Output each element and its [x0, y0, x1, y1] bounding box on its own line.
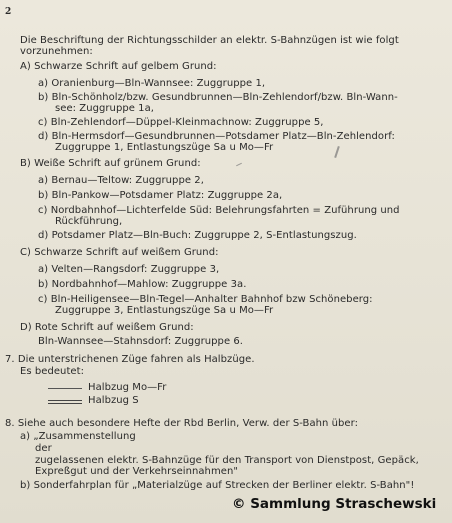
section-b-item: b) Bln-Pankow—Potsdamer Platz: Zuggruppe 2a, — [38, 190, 283, 201]
section-a-item-cont: Zuggruppe 1, Entlastungszüge Sa u Mo—Fr — [55, 142, 274, 153]
section-a-heading: A) Schwarze Schrift auf gelbem Grund: — [20, 61, 217, 72]
section-b-item: c) Nordbahnhof—Lichterfelde Süd: Belehrungsfahrten = Zuführung und — [38, 205, 400, 216]
single-underline-legend — [48, 388, 82, 389]
section-a-item-cont: see: Zuggruppe 1a, — [55, 103, 154, 114]
section-a-item: b) Bln-Schönholz/bzw. Gesundbrunnen—Bln-Zehlendorf/bzw. Bln-Wann- — [38, 92, 398, 103]
item-8-a-cont: zugelassenen elektr. S-Bahnzüge für den Transport von Dienstpost, Gepäck, — [35, 455, 419, 466]
copyright-watermark: © Sammlung Straschewski — [232, 496, 437, 512]
section-c-item: c) Bln-Heiligensee—Bln-Tegel—Anhalter Bahnhof bzw Schöneberg: — [38, 294, 373, 305]
page-number: 2 — [5, 7, 12, 17]
section-c-heading: C) Schwarze Schrift auf weißem Grund: — [20, 247, 219, 258]
section-b-item: d) Potsdamer Platz—Bln-Buch: Zuggruppe 2, S-Entlastungszug. — [38, 230, 357, 241]
item-8-a-cont: der — [35, 443, 52, 454]
section-a-item: d) Bln-Hermsdorf—Gesundbrunnen—Potsdamer Platz—Bln-Zehlendorf: — [38, 131, 395, 142]
section-b-item: a) Bernau—Teltow: Zuggruppe 2, — [38, 175, 204, 186]
section-c-item-cont: Zuggruppe 3, Entlastungszüge Sa u Mo—Fr — [55, 305, 274, 316]
intro-line-1: Die Beschriftung der Richtungsschilder an elektr. S-Bahnzügen ist wie folgt — [20, 35, 399, 46]
section-d-item: Bln-Wannsee—Stahnsdorf: Zuggruppe 6. — [38, 336, 244, 347]
pencil-mark — [334, 146, 340, 158]
item-7-sub: Es bedeutet: — [20, 366, 85, 377]
section-a-item: c) Bln-Zehlendorf—Düppel-Kleinmachnow: Zuggruppe 5, — [38, 117, 324, 128]
section-b-item-cont: Rückführung, — [55, 216, 123, 227]
section-a-item: a) Oranienburg—Bln-Wannsee: Zuggruppe 1, — [38, 78, 266, 89]
item-7-line: 7. Die unterstrichenen Züge fahren als Halbzüge. — [5, 354, 255, 365]
intro-line-2: vorzunehmen: — [20, 46, 93, 57]
legend-label-2: Halbzug S — [88, 395, 139, 406]
item-8-b: b) Sonderfahrplan für „Materialzüge auf Strecken der Berliner elektr. S-Bahn"! — [20, 480, 415, 491]
section-c-item: a) Velten—Rangsdorf: Zuggruppe 3, — [38, 264, 220, 275]
item-8-a: a) „Zusammenstellung — [20, 431, 136, 442]
pencil-mark — [236, 163, 242, 166]
section-b-heading: B) Weiße Schrift auf grünem Grund: — [20, 158, 201, 169]
item-8-a-cont: Expreßgut und der Verkehrseinnahmen" — [35, 466, 238, 477]
double-underline-legend — [48, 400, 82, 404]
section-c-item: b) Nordbahnhof—Mahlow: Zuggruppe 3a. — [38, 279, 247, 290]
legend-label-1: Halbzug Mo—Fr — [88, 382, 167, 393]
item-8-line: 8. Siehe auch besondere Hefte der Rbd Berlin, Verw. der S-Bahn über: — [5, 418, 359, 429]
section-d-heading: D) Rote Schrift auf weißem Grund: — [20, 322, 194, 333]
